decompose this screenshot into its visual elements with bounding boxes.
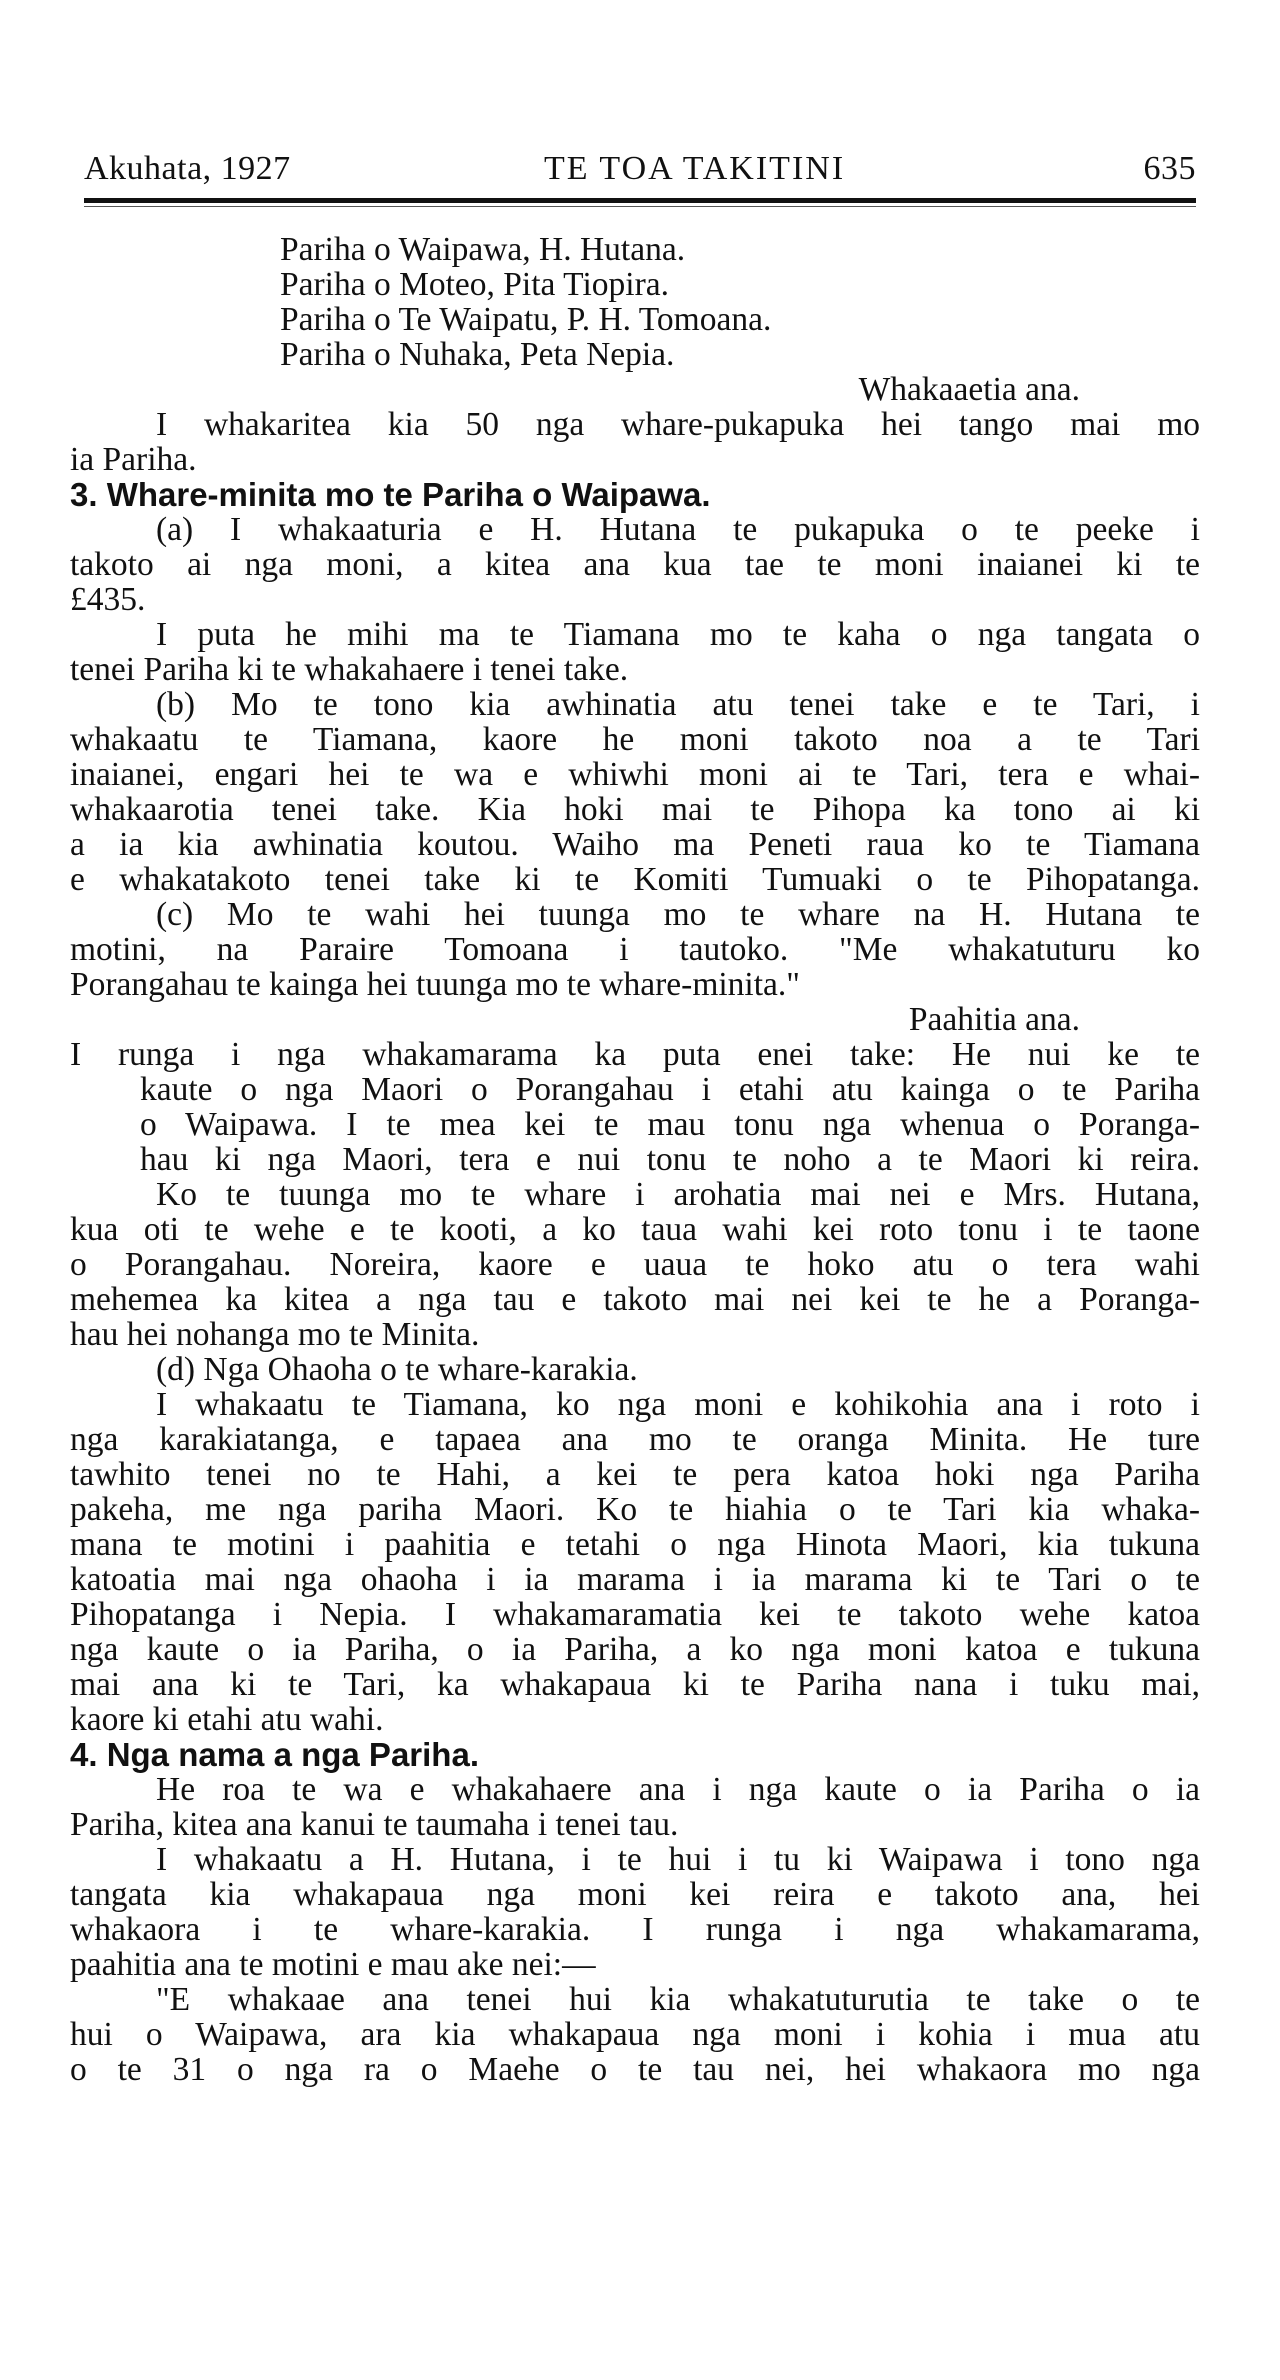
section-heading: 4. Nga nama a nga Pariha. [70, 1736, 479, 1773]
text-line: a ia kia awhinatia koutou. Waiho ma Peneti raua ko te Tiamana [70, 827, 1200, 862]
text-line: o te 31 o nga ra o Maehe o te tau nei, hei whakaora mo nga [70, 2052, 1200, 2087]
text-line: hau ki nga Maori, tera e nui tonu te noho a te Maori ki reira. [140, 1142, 1200, 1177]
text-line: tenei Pariha ki te whakahaere i tenei take. [70, 651, 629, 688]
text-line: ia Pariha. [70, 441, 197, 478]
running-header [84, 150, 1196, 198]
text-line: Pariha o Nuhaka, Peta Nepia. [280, 336, 675, 373]
text-line: o Waipawa. I te mea kei te mau tonu nga whenua o Poranga- [140, 1107, 1200, 1142]
text-line: paahitia ana te motini e mau ake nei:— [70, 1946, 596, 1983]
text-line: hui o Waipawa, ara kia whakapaua nga moni i kohia i mua atu [70, 2017, 1200, 2052]
header-date: Akuhata, 1927 [84, 150, 291, 187]
text-line: "E whakaae ana tenei hui kia whakatuturutia te take o te [156, 1982, 1200, 2017]
text-line: I whakaatu a H. Hutana, i te hui i tu ki Waipawa i tono nga [156, 1842, 1200, 1877]
text-line: Pariha o Moteo, Pita Tiopira. [280, 266, 669, 303]
text-line: I puta he mihi ma te Tiamana mo te kaha o nga tangata o [156, 617, 1200, 652]
text-line: whakaatu te Tiamana, kaore he moni takoto noa a te Tari [70, 722, 1200, 757]
header-title: TE TOA TAKITINI [544, 150, 846, 187]
text-line: nga kaute o ia Pariha, o ia Pariha, a ko nga moni katoa e tukuna [70, 1632, 1200, 1667]
header-rule [84, 198, 1196, 203]
text-line: Ko te tuunga mo te whare i arohatia mai nei e Mrs. Hutana, [156, 1177, 1200, 1212]
text-line: I runga i nga whakamarama ka puta enei take: He nui ke te [70, 1037, 1200, 1072]
text-line: motini, na Paraire Tomoana i tautoko. "Me whakatuturu ko [70, 932, 1200, 967]
text-line: takoto ai nga moni, a kitea ana kua tae te moni inaianei ki te [70, 547, 1200, 582]
section-heading: 3. Whare-minita mo te Pariha o Waipawa. [70, 476, 711, 513]
text-line: I whakaritea kia 50 nga whare-pukapuka hei tango mai mo [156, 407, 1200, 442]
text-line: I whakaatu te Tiamana, ko nga moni e kohikohia ana i roto i [156, 1387, 1200, 1422]
text-line: o Porangahau. Noreira, kaore e uaua te hoko atu o tera wahi [70, 1247, 1200, 1282]
text-line: Pariha, kitea ana kanui te taumaha i tenei tau. [70, 1806, 679, 1843]
text-line: hau hei nohanga mo te Minita. [70, 1316, 480, 1353]
text-line: Pariha o Te Waipatu, P. H. Tomoana. [280, 301, 772, 338]
text-line: mehemea ka kitea a nga tau e takoto mai nei kei te he a Poranga- [70, 1282, 1200, 1317]
text-line: Porangahau te kainga hei tuunga mo te whare-minita." [70, 966, 800, 1003]
text-line: e whakatakoto tenei take ki te Komiti Tumuaki o te Pihopatanga. [70, 862, 1200, 897]
text-line: Pariha o Waipawa, H. Hutana. [280, 231, 686, 268]
text-line: mai ana ki te Tari, ka whakapaua ki te Pariha nana i tuku mai, [70, 1667, 1200, 1702]
text-line: inaianei, engari hei te wa e whiwhi moni ai te Tari, tera e whai- [70, 757, 1200, 792]
text-line: nga karakiatanga, e tapaea ana mo te oranga Minita. He ture [70, 1422, 1200, 1457]
text-line: whakaarotia tenei take. Kia hoki mai te Pihopa ka tono ai ki [70, 792, 1200, 827]
text-line: Whakaaetia ana. [858, 371, 1080, 408]
text-line: £435. [70, 581, 146, 618]
body-text [70, 232, 1200, 2087]
text-line: He roa te wa e whakahaere ana i nga kaute o ia Pariha o ia [156, 1772, 1200, 1807]
text-line: kaute o nga Maori o Porangahau i etahi atu kainga o te Pariha [140, 1072, 1200, 1107]
text-line: Paahitia ana. [908, 1001, 1080, 1038]
text-line: (b) Mo te tono kia awhinatia atu tenei take e te Tari, i [156, 687, 1200, 722]
header-rule-thin [84, 206, 1196, 207]
page-number: 635 [1143, 150, 1196, 187]
text-line: (a) I whakaaturia e H. Hutana te pukapuka o te peeke i [156, 512, 1200, 547]
text-line: kaore ki etahi atu wahi. [70, 1701, 384, 1738]
text-line: tangata kia whakapaua nga moni kei reira e takoto ana, hei [70, 1877, 1200, 1912]
text-line: katoatia mai nga ohaoha i ia marama i ia marama ki te Tari o te [70, 1562, 1200, 1597]
text-line: (d) Nga Ohaoha o te whare-karakia. [156, 1351, 638, 1388]
text-line: pakeha, me nga pariha Maori. Ko te hiahia o te Tari kia whaka- [70, 1492, 1200, 1527]
text-line: kua oti te wehe e te kooti, a ko taua wahi kei roto tonu i te taone [70, 1212, 1200, 1247]
text-line: tawhito tenei no te Hahi, a kei te pera katoa hoki nga Pariha [70, 1457, 1200, 1492]
text-line: (c) Mo te wahi hei tuunga mo te whare na H. Hutana te [156, 897, 1200, 932]
text-line: Pihopatanga i Nepia. I whakamaramatia kei te takoto wehe katoa [70, 1597, 1200, 1632]
text-line: whakaora i te whare-karakia. I runga i nga whakamarama, [70, 1912, 1200, 1947]
text-line: mana te motini i paahitia e tetahi o nga Hinota Maori, kia tukuna [70, 1527, 1200, 1562]
